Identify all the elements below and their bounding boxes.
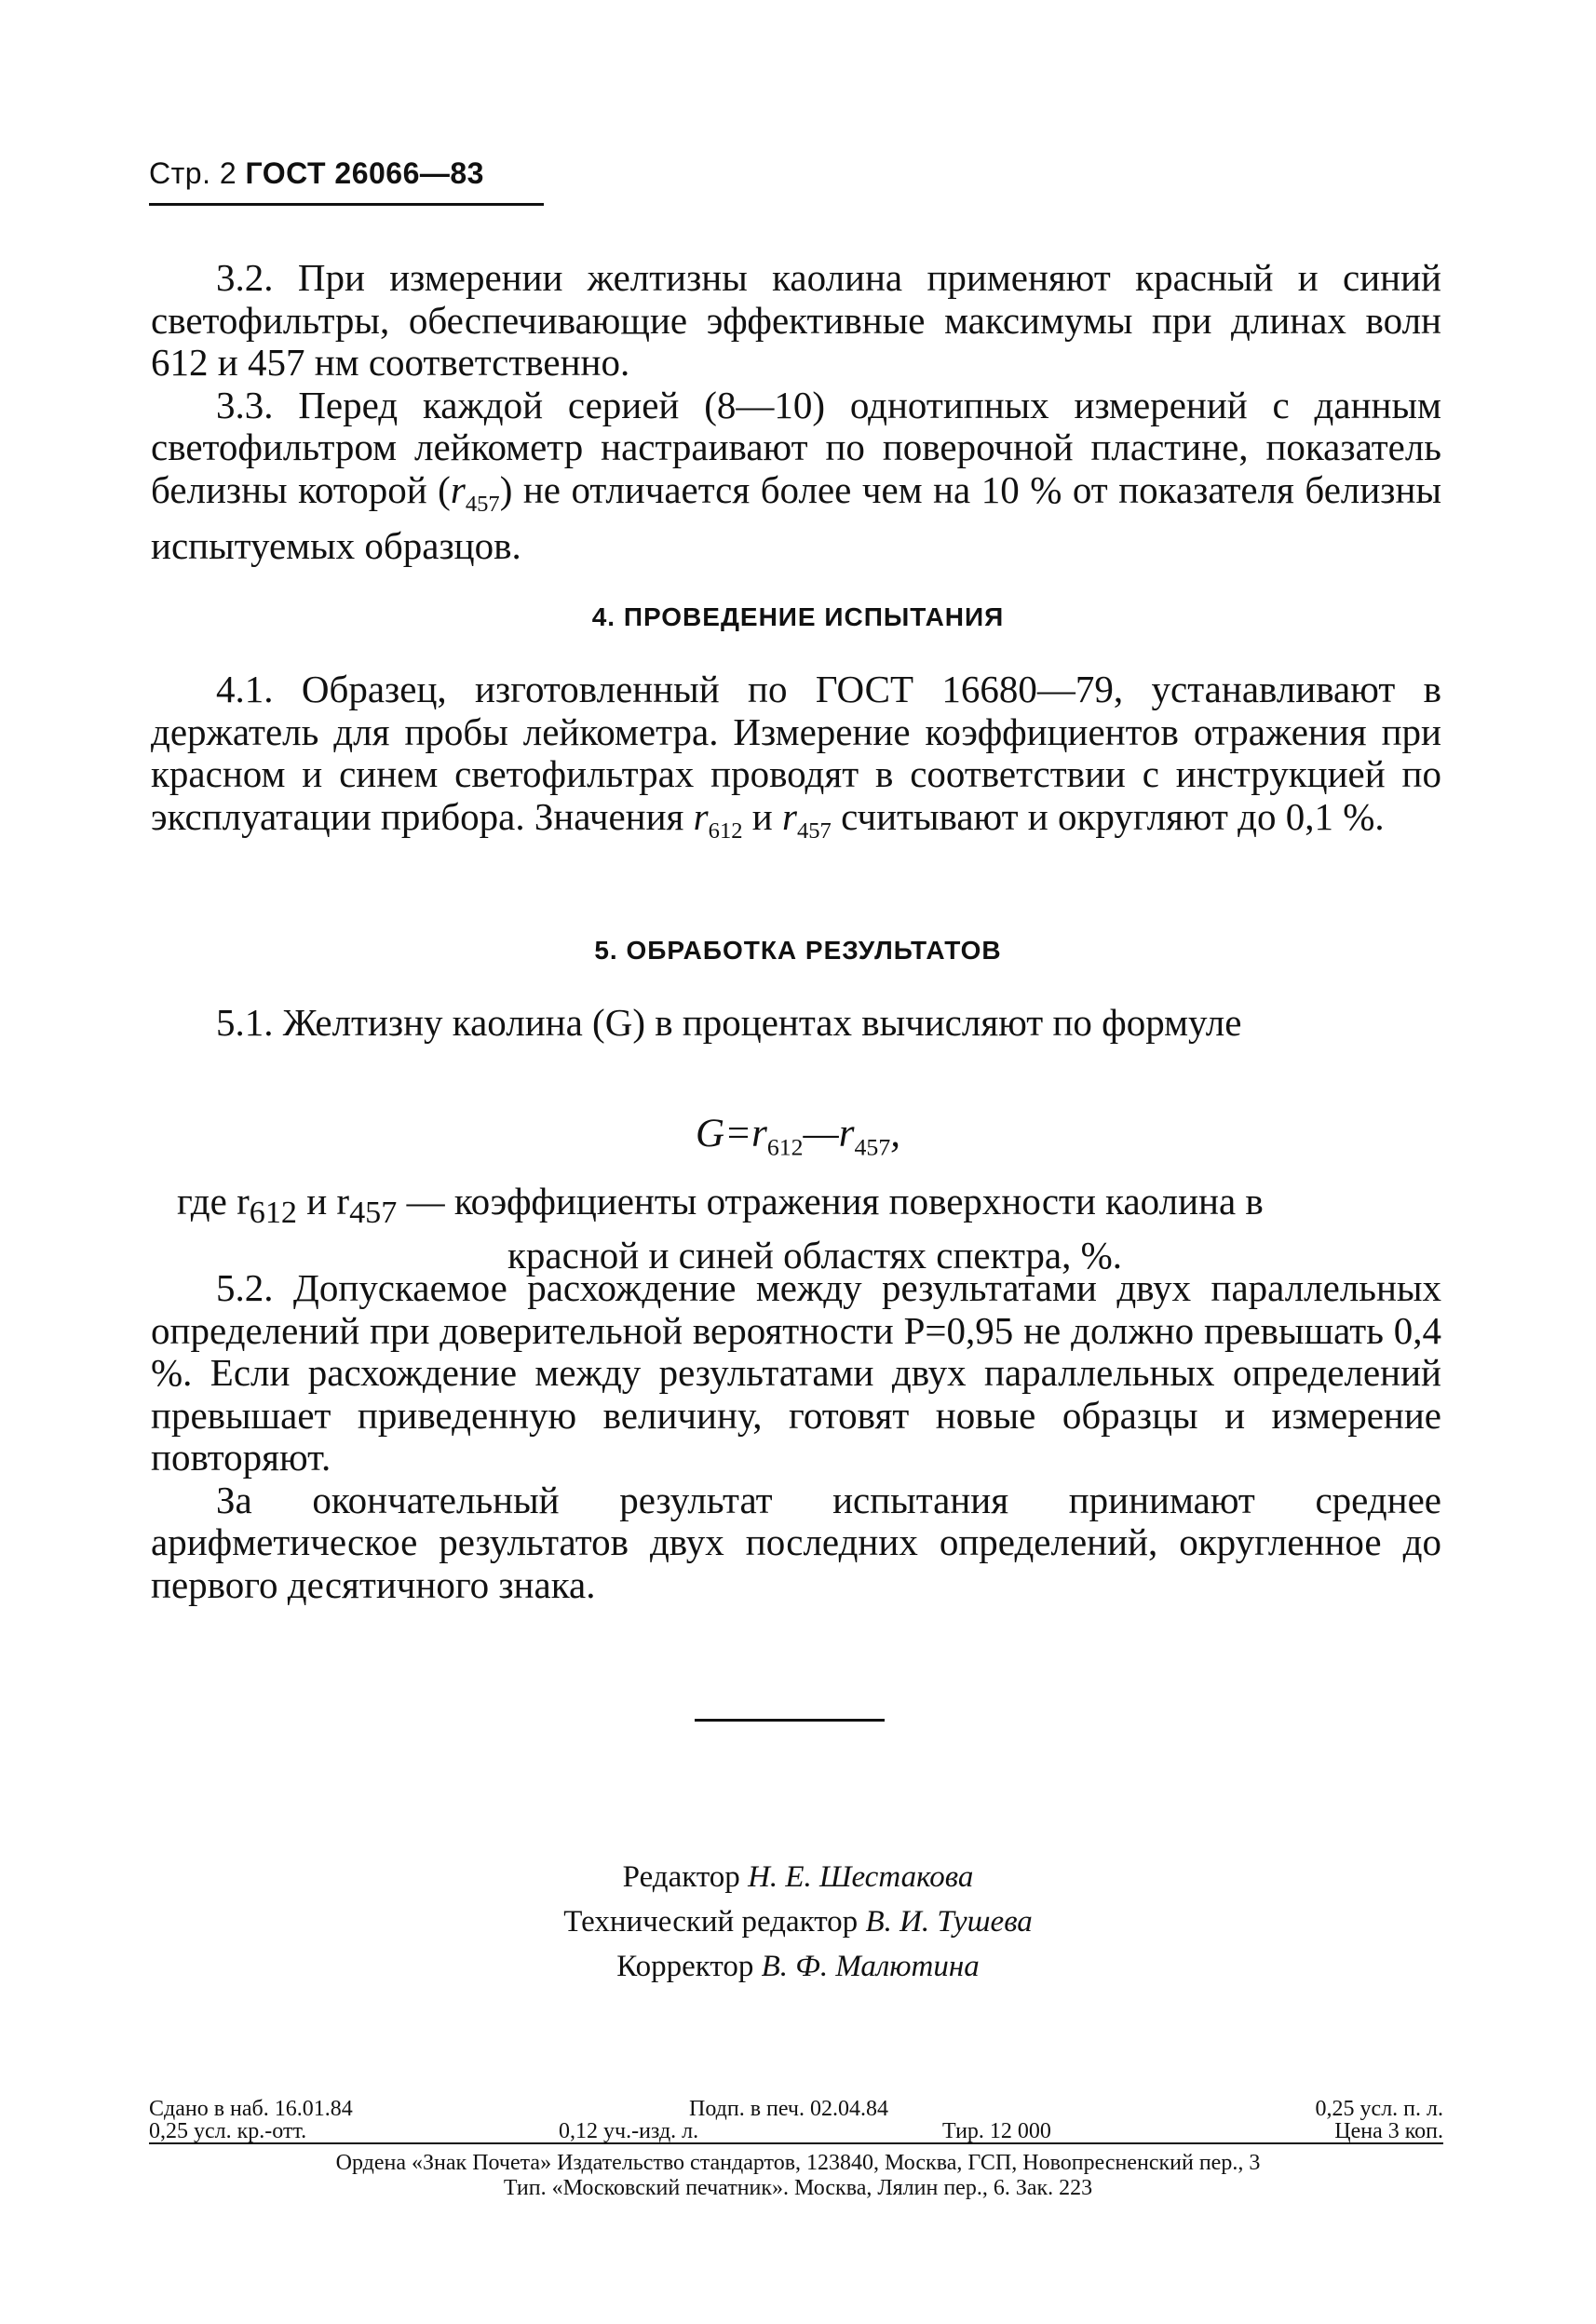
imprint-podp: Подп. в печ. 02.04.84	[689, 2097, 888, 2121]
imprint-uch-izd: 0,12 уч.-изд. л.	[559, 2119, 699, 2143]
imprint-rule	[149, 2142, 1443, 2144]
page-header	[149, 156, 484, 191]
yellowness-formula: $G=r_{612}—r_{457}$,	[696, 1112, 900, 1161]
imprint-usl-kr: 0,25 усл. кр.-отт.	[149, 2119, 307, 2143]
header-rule	[149, 203, 544, 206]
standard-id: ГОСТ 26066—83	[245, 156, 484, 190]
editor-line: Редактор Н. Е. Шестакова	[622, 1860, 974, 1894]
section-5-heading: 5. ОБРАБОТКА РЕЗУЛЬТАТОВ	[594, 936, 1002, 965]
publisher-line-2: Тип. «Московский печатник». Москва, Лялин пер., 6. Зак. 223	[503, 2176, 1093, 2200]
publisher-line-1: Ордена «Знак Почета» Издательство стандартов, 123840, Москва, ГСП, Новопресненский пер., 3	[335, 2151, 1261, 2175]
section-4-heading: 4. ПРОВЕДЕНИЕ ИСПЫТАНИЯ	[591, 602, 1005, 631]
corrector-line: Корректор В. Ф. Малютина	[616, 1950, 980, 1983]
imprint-sdano: Сдано в наб. 16.01.84	[149, 2097, 353, 2121]
editorial-credits	[0, 1855, 1596, 1989]
paragraph-3-3: 3.3. Перед каждой серией (8—10) однотипных измерений с данным светофильтром лейкометр настраивают по поверочной пластине, показатель белизны которой $(r_{457})$ не отличается более чем на 10 % от показателя белизны испытуемых образцов.	[151, 383, 1441, 568]
paragraph-5-3: За окончательный результат испытания принимают среднее арифметическое результатов двух последних определений, округленное до первого десятичного знака.	[151, 1478, 1441, 1606]
section-4-text	[151, 669, 1441, 852]
paragraph-5-1: 5.1. Желтизну каолина (G) в процентах вычисляют по формуле	[216, 1001, 1242, 1044]
publisher-info	[0, 2151, 1596, 2201]
formula-legend: где $r_{612}$ и $r_{457}$ — коэффициенты отражения поверхности каолина в красной и синей областях спектра, %.	[177, 1180, 1264, 1277]
paragraph-4-1: 4.1. Образец, изготовленный по ГОСТ 16680—79, устанавливают в держатель для пробы лейкометра. Измерение коэффициентов отражения при красном и синем светофильтрах проводят в соответствии с инструкцией по эксплуатации прибора. Значения $r_{612}$ и $r_{457}$ считывают и округляют до 0,1 %.	[151, 668, 1441, 844]
tech-editor-line: Технический редактор В. И. Тушева	[563, 1905, 1033, 1939]
section-3-text	[151, 257, 1441, 568]
imprint-block	[149, 2097, 1443, 2153]
paragraph-5-2: 5.2. Допускаемое расхождение между результатами двух параллельных определений при доверительной вероятности P=0,95 не должно превышать 0,4 %. Если расхождение между результатами двух параллельных определений превышает приведенную величину, готовят новые образцы и измерение повторяют.	[151, 1266, 1441, 1479]
end-rule	[695, 1719, 885, 1722]
imprint-price: Цена 3 коп.	[1334, 2119, 1443, 2143]
paragraph-3-2: 3.2. При измерении желтизны каолина применяют красный и синий светофильтры, обеспечивающие эффективные максимумы при длинах волн 612 и 457 нм соответственно.	[151, 256, 1441, 384]
section-5-text	[151, 1267, 1441, 1606]
imprint-usl-pl: 0,25 усл. п. л.	[1315, 2097, 1443, 2121]
page-number: Стр. 2	[149, 156, 237, 190]
imprint-tirazh: Тир. 12 000	[942, 2119, 1051, 2143]
